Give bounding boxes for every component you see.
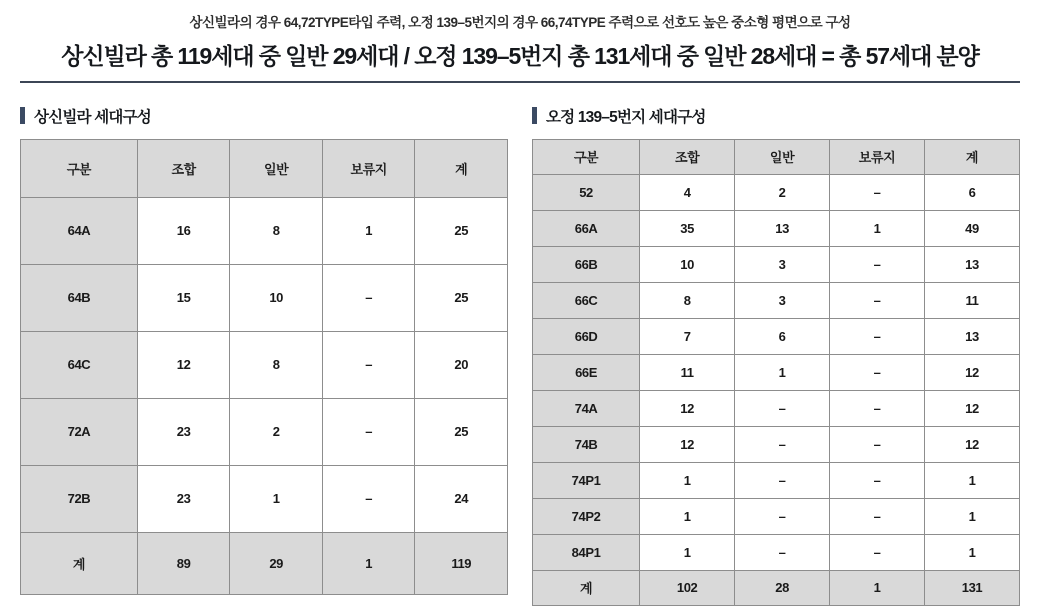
cell-value: 12 [925, 354, 1020, 390]
content-columns [0, 83, 1040, 606]
left-table-body [21, 197, 508, 594]
cell-value: 1 [640, 534, 735, 570]
cell-value: 35 [640, 210, 735, 246]
table-row [533, 354, 1020, 390]
cell-value: 1 [230, 465, 323, 532]
left-table-head [21, 139, 508, 197]
cell-value: 1 [322, 532, 415, 594]
cell-value: 12 [925, 390, 1020, 426]
cell-value: 1 [322, 197, 415, 264]
cell-value: 3 [735, 246, 830, 282]
cell-value: 15 [137, 264, 230, 331]
cell-value: – [830, 246, 925, 282]
row-label: 74P2 [533, 498, 640, 534]
cell-value: 1 [640, 462, 735, 498]
cell-value: 24 [415, 465, 508, 532]
cell-value: 49 [925, 210, 1020, 246]
cell-value: 1 [735, 354, 830, 390]
cell-value: 1 [830, 210, 925, 246]
right-section-heading [532, 105, 1020, 127]
table-row [533, 282, 1020, 318]
left-section-title: 상신빌라 세대구성 [34, 108, 151, 126]
column-header: 일반 [735, 139, 830, 174]
cell-value: 131 [925, 570, 1020, 605]
cell-value: – [830, 462, 925, 498]
row-label: 66E [533, 354, 640, 390]
table-row [21, 197, 508, 264]
right-table-body [533, 174, 1020, 605]
cell-value: – [322, 398, 415, 465]
cell-value: – [830, 354, 925, 390]
table-row [21, 465, 508, 532]
cell-value: 11 [925, 282, 1020, 318]
cell-value: 6 [925, 174, 1020, 210]
cell-value: – [830, 390, 925, 426]
cell-value: 25 [415, 264, 508, 331]
row-label: 64B [21, 264, 138, 331]
column-header: 구분 [21, 139, 138, 197]
cell-value: – [830, 534, 925, 570]
row-label: 84P1 [533, 534, 640, 570]
cell-value: – [735, 390, 830, 426]
cell-value: 1 [640, 498, 735, 534]
right-column [532, 105, 1020, 606]
document-header [0, 0, 1040, 83]
cell-value: 25 [415, 398, 508, 465]
header-subtitle: 상신빌라의 경우 64,72TYPE타입 주력, 오정 139–5번지의 경우 66,74TYPE 주력으로 선호도 높은 중소형 평면으로 구성 [189, 15, 851, 30]
row-label: 74B [533, 426, 640, 462]
left-column [20, 105, 508, 606]
right-table [532, 139, 1020, 606]
cell-value: 20 [415, 331, 508, 398]
cell-value: 1 [925, 462, 1020, 498]
accent-bar-icon [20, 107, 25, 124]
cell-value: – [735, 426, 830, 462]
cell-value: 3 [735, 282, 830, 318]
table-header-row [21, 139, 508, 197]
cell-value: 16 [137, 197, 230, 264]
cell-value: 10 [230, 264, 323, 331]
right-table-head [533, 139, 1020, 174]
cell-value: – [735, 462, 830, 498]
table-row [533, 426, 1020, 462]
cell-value: 1 [830, 570, 925, 605]
cell-value: 23 [137, 465, 230, 532]
row-label: 66B [533, 246, 640, 282]
column-header: 일반 [230, 139, 323, 197]
row-label: 74A [533, 390, 640, 426]
cell-value: 28 [735, 570, 830, 605]
row-label: 계 [533, 570, 640, 605]
cell-value: 119 [415, 532, 508, 594]
row-label: 64A [21, 197, 138, 264]
cell-value: 102 [640, 570, 735, 605]
row-label: 66D [533, 318, 640, 354]
cell-value: – [830, 318, 925, 354]
cell-value: 13 [735, 210, 830, 246]
left-table [20, 139, 508, 595]
table-row [533, 246, 1020, 282]
row-label: 66C [533, 282, 640, 318]
row-label: 72B [21, 465, 138, 532]
cell-value: 7 [640, 318, 735, 354]
row-label: 52 [533, 174, 640, 210]
table-total-row [533, 570, 1020, 605]
column-header: 조합 [137, 139, 230, 197]
cell-value: 8 [230, 331, 323, 398]
cell-value: – [830, 282, 925, 318]
cell-value: 29 [230, 532, 323, 594]
row-label: 64C [21, 331, 138, 398]
table-row [21, 398, 508, 465]
row-label: 계 [21, 532, 138, 594]
table-row [533, 534, 1020, 570]
table-row [533, 174, 1020, 210]
row-label: 74P1 [533, 462, 640, 498]
cell-value: 23 [137, 398, 230, 465]
table-row [533, 318, 1020, 354]
accent-bar-icon [532, 107, 537, 124]
cell-value: 12 [640, 426, 735, 462]
row-label: 72A [21, 398, 138, 465]
cell-value: 4 [640, 174, 735, 210]
cell-value: 11 [640, 354, 735, 390]
cell-value: 10 [640, 246, 735, 282]
cell-value: – [322, 264, 415, 331]
table-row [533, 210, 1020, 246]
cell-value: 1 [925, 498, 1020, 534]
column-header: 조합 [640, 139, 735, 174]
cell-value: – [735, 498, 830, 534]
cell-value: 89 [137, 532, 230, 594]
cell-value: – [830, 426, 925, 462]
cell-value: 8 [230, 197, 323, 264]
cell-value: 13 [925, 318, 1020, 354]
column-header: 보류지 [322, 139, 415, 197]
cell-value: 12 [925, 426, 1020, 462]
column-header: 구분 [533, 139, 640, 174]
cell-value: – [322, 465, 415, 532]
cell-value: – [322, 331, 415, 398]
cell-value: 6 [735, 318, 830, 354]
cell-value: 2 [230, 398, 323, 465]
table-row [533, 390, 1020, 426]
table-row [21, 331, 508, 398]
cell-value: 12 [640, 390, 735, 426]
cell-value: 8 [640, 282, 735, 318]
header-title: 상신빌라 총 119세대 중 일반 29세대 / 오정 139–5번지 총 131세대 중 일반 28세대 = 총 57세대 분양 [20, 42, 1020, 83]
cell-value: – [830, 174, 925, 210]
left-section-heading [20, 105, 508, 127]
row-label: 66A [533, 210, 640, 246]
table-row [21, 264, 508, 331]
cell-value: 12 [137, 331, 230, 398]
cell-value: 13 [925, 246, 1020, 282]
right-section-title: 오정 139–5번지 세대구성 [546, 108, 706, 126]
table-row [533, 462, 1020, 498]
table-total-row [21, 532, 508, 594]
table-row [533, 498, 1020, 534]
cell-value: 1 [925, 534, 1020, 570]
column-header: 보류지 [830, 139, 925, 174]
cell-value: 25 [415, 197, 508, 264]
table-header-row [533, 139, 1020, 174]
cell-value: 2 [735, 174, 830, 210]
cell-value: – [830, 498, 925, 534]
cell-value: – [735, 534, 830, 570]
column-header: 계 [925, 139, 1020, 174]
column-header: 계 [415, 139, 508, 197]
